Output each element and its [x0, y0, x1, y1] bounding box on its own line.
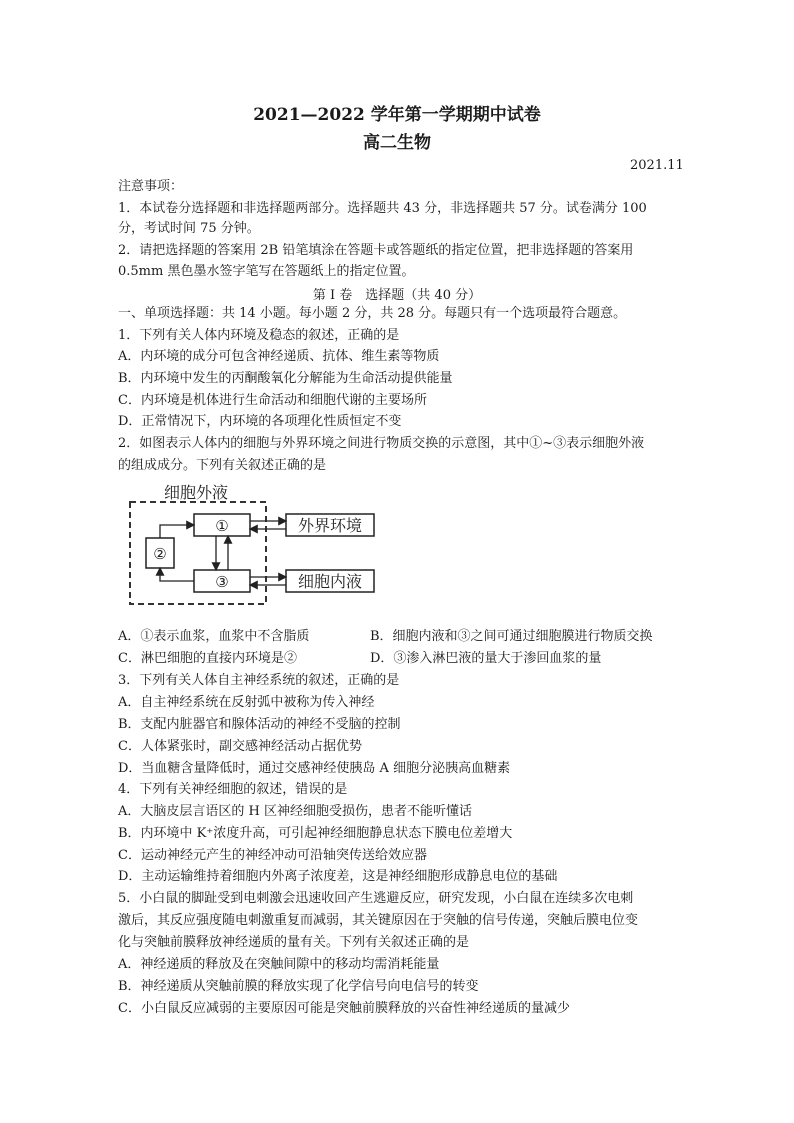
diagram-node-1: ① [215, 517, 229, 535]
diagram-intracellular-fluid: 细胞内液 [297, 572, 363, 591]
q3-option-c: C．人体紧张时，副交感神经活动占据优势 [118, 739, 362, 754]
note-1-line-2: 分，考试时间 75 分钟。 [118, 221, 260, 236]
note-1-line-1: 1．本试卷分选择题和非选择题两部分。选择题共 43 分，非选择题共 57 分。试卷满分 100 [118, 201, 647, 216]
q2-option-a: A．①表示血浆，血浆中不含脂质 [118, 629, 310, 644]
q4-option-c: C．运动神经元产生的神经冲动可沿轴突传送给效应器 [118, 848, 427, 863]
notes-heading: 注意事项： [118, 179, 184, 194]
q2-stem-line-1: 2．如图表示人体内的细胞与外界环境之间进行物质交换的示意图，其中①~③表示细胞外液 [118, 436, 645, 451]
q3-option-b: B．支配内脏器官和腺体活动的神经不受脑的控制 [118, 717, 401, 732]
q5-option-c: C．小白鼠反应减弱的主要原因可能是突触前膜释放的兴奋性神经递质的量减少 [118, 1001, 570, 1016]
arrow-3-to-2 [160, 568, 194, 581]
q5-stem-line-2: 激后，其反应强度随电刺激重复而减弱，其关键原因在于突触的信号传递，突触后膜电位变 [118, 913, 639, 928]
q4-option-b: B．内环境中 K⁺浓度升高，可引起神经细胞静息状态下膜电位差增大 [118, 826, 513, 841]
q2-option-d: D．③渗入淋巴液的量大于渗回血浆的量 [370, 651, 602, 666]
part-1-instructions: 一、单项选择题：共 14 小题。每小题 2 分，共 28 分。每题只有一个选项最符合题意。 [118, 306, 627, 321]
section-title: 第 I 卷 选择题（共 40 分） [312, 288, 482, 303]
q5-stem-line-3: 化与突触前膜释放神经递质的量有关。下列有关叙述正确的是 [118, 935, 470, 950]
q4-option-d: D．主动运输维持着细胞内外离子浓度差，这是神经细胞形成静息电位的基础 [118, 869, 558, 884]
diagram-external-environment: 外界环境 [297, 516, 363, 535]
q5-option-a: A．神经递质的释放及在突触间隙中的移动均需消耗能量 [118, 957, 440, 972]
exam-date: 2021.11 [630, 158, 684, 173]
extracellular-fluid-boundary [130, 502, 266, 604]
q4-option-a: A．大脑皮层言语区的 H 区神经细胞受损伤，患者不能听懂话 [118, 804, 472, 819]
q5-stem-line-1: 5．小白鼠的脚趾受到电刺激会迅速收回产生逃避反应，研究发现，小白鼠在连续多次电刺 [118, 891, 634, 906]
exam-subject: 高二生物 [363, 133, 431, 153]
diagram-node-3: ③ [215, 573, 229, 591]
diagram-outer-label: 细胞外液 [164, 483, 229, 502]
q5-option-b: B．神经递质从突触前膜的释放实现了化学信号向电信号的转变 [118, 979, 479, 994]
arrow-2-to-1 [160, 525, 194, 538]
diagram-node-2: ② [153, 545, 167, 563]
q3-option-a: A．自主神经系统在反射弧中被称为传入神经 [118, 695, 375, 710]
q1-option-d: D．正常情况下，内环境的各项理化性质恒定不变 [118, 414, 402, 429]
q3-stem: 3．下列有关人体自主神经系统的叙述，正确的是 [118, 673, 400, 688]
q1-stem: 1．下列有关人体内环境及稳态的叙述，正确的是 [118, 328, 400, 343]
q1-option-b: B．内环境中发生的丙酮酸氧化分解能为生命活动提供能量 [118, 371, 453, 386]
q1-option-a: A．内环境的成分可包含神经递质、抗体、维生素等物质 [118, 349, 440, 364]
body-fluid-exchange-diagram [128, 480, 388, 610]
q2-option-b: B．细胞内液和③之间可通过细胞膜进行物质交换 [370, 629, 653, 644]
q1-option-c: C．内环境是机体进行生命活动和细胞代谢的主要场所 [118, 393, 427, 408]
q4-stem: 4．下列有关神经细胞的叙述，错误的是 [118, 782, 348, 797]
note-2-line-1: 2．请把选择题的答案用 2B 铅笔填涂在答题卡或答题纸的指定位置，把非选择题的答案用 [118, 243, 634, 258]
q2-stem-line-2: 的组成成分。下列有关叙述正确的是 [118, 458, 327, 473]
q2-option-c: C．淋巴细胞的直接内环境是② [118, 651, 297, 666]
q3-option-d: D．当血糖含量降低时，通过交感神经使胰岛 A 细胞分泌胰高血糖素 [118, 761, 511, 776]
exam-title: 2021—2022 学年第一学期期中试卷 [253, 105, 541, 125]
note-2-line-2: 0.5mm 黑色墨水签字笔写在答题纸上的指定位置。 [118, 264, 415, 279]
